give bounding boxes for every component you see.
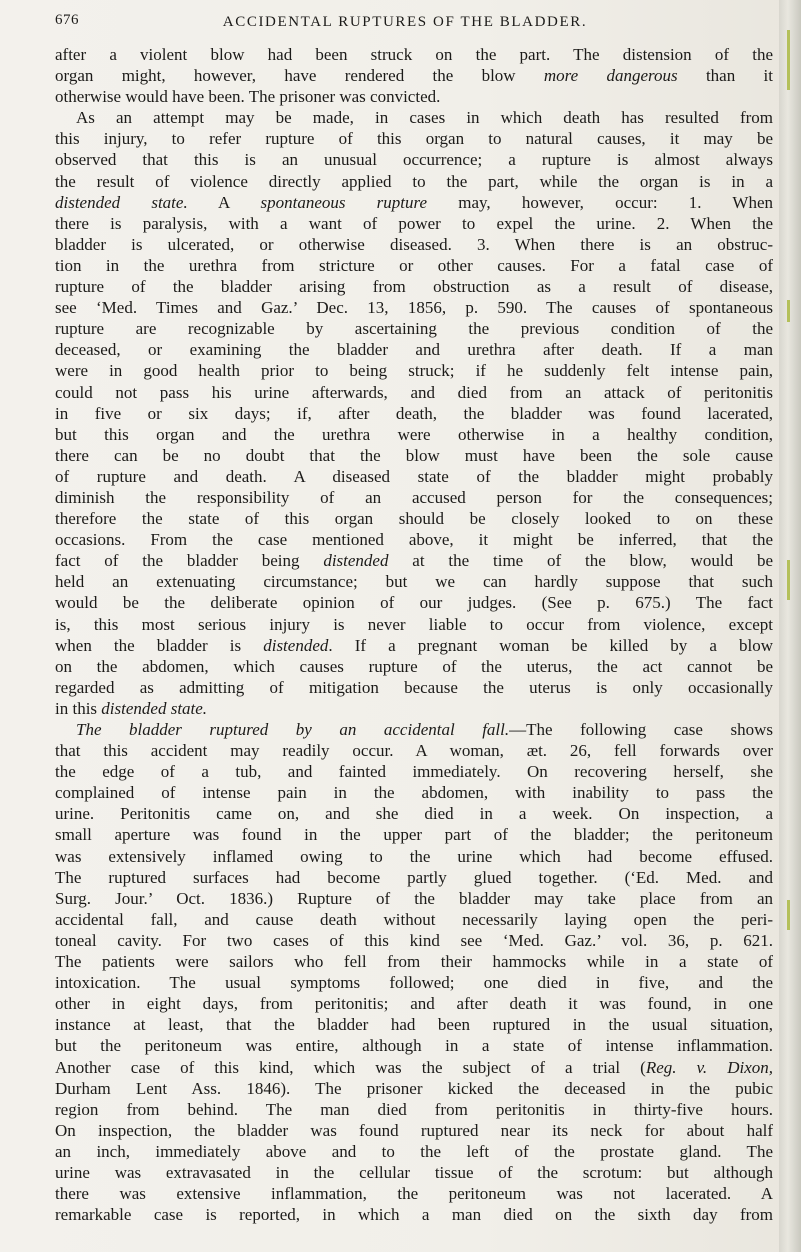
text-line: was extensively inflamed owing to the urine which had become effused. (55, 846, 773, 866)
text-line: there was extensive inflammation, the peritoneum was not lacerated. A (55, 1184, 773, 1204)
text-line: toneal cavity. For two cases of this kind see ‘Med. Gaz.’ vol. 36, p. 621. (55, 930, 773, 950)
text-line: organ might, however, have rendered the blow more dangerous than it (55, 66, 773, 86)
text-line: otherwise would have been. The prisoner was convicted. (55, 87, 441, 107)
text-line: of rupture and death. A diseased state of the bladder might probably (55, 466, 773, 486)
text-line: rupture are recognizable by ascertaining the previous condition of the (55, 319, 773, 339)
text-line: other in eight days, from peritonitis; and after death it was found, in one (55, 994, 773, 1014)
text-line: intoxication. The usual symptoms followed; one died in five, and the (55, 973, 773, 993)
book-edge (779, 0, 801, 1252)
text-line: The ruptured surfaces had become partly glued together. (‘Ed. Med. and (55, 867, 773, 887)
text-line: complained of intense pain in the abdomen, with inability to pass the (55, 783, 773, 803)
text-line: an inch, immediately above and to the left of the prostate gland. The (55, 1141, 773, 1161)
paragraph (55, 107, 773, 719)
text-line: On inspection, the bladder was found ruptured near its neck for about half (55, 1120, 773, 1140)
text-line: distended state. A spontaneous rupture may, however, occur: 1. When (55, 192, 773, 212)
text-line: The bladder ruptured by an accidental fall.—The following case shows (76, 720, 773, 739)
text-line: bladder is ulcerated, or otherwise diseased. 3. When there is an obstruc- (55, 234, 773, 254)
text-line: is, this most serious injury is never liable to occur from violence, except (55, 614, 773, 634)
paragraph (55, 719, 773, 1225)
text-line: therefore the state of this organ should be closely looked to on these (55, 509, 773, 529)
text-line: small aperture was found in the upper part of the bladder; the peritoneum (55, 825, 773, 845)
text-line: occasions. From the case mentioned above, it might be inferred, that the (55, 530, 773, 550)
paragraph (55, 44, 773, 107)
text-line: tion in the urethra from stricture or other causes. For a fatal case of (55, 255, 773, 275)
text-line: remarkable case is reported, in which a man died on the sixth day from (55, 1205, 773, 1225)
text-line: diminish the responsibility of an accused person for the consequences; (55, 487, 773, 507)
text-line: instance at least, that the bladder had been ruptured in the usual situation, (55, 1015, 773, 1035)
text-line: urine was extravasated in the cellular tissue of the scrotum: but although (55, 1162, 773, 1182)
text-line: region from behind. The man died from peritonitis in thirty-five hours. (55, 1099, 773, 1119)
text-line: Another case of this kind, which was the subject of a trial (Reg. v. Dixon, (55, 1057, 773, 1077)
text-line: would be the deliberate opinion of our judges. (See p. 675.) The fact (55, 593, 773, 613)
text-line: but this organ and the urethra were otherwise in a healthy condition, (55, 424, 773, 444)
text-line: in five or six days; if, after death, the bladder was found lacerated, (55, 403, 773, 423)
text-line: in this distended state. (55, 698, 208, 718)
text-line: after a violent blow had been struck on the part. The distension of the (55, 45, 773, 64)
text-line: regarded as admitting of mitigation because the uterus is only occasionally (55, 677, 773, 697)
text-line: could not pass his urine afterwards, and died from an attack of peritonitis (55, 382, 773, 402)
text-line: accidental fall, and cause death without necessarily laying open the peri- (55, 909, 773, 929)
text-line: As an attempt may be made, in cases in which death has resulted from (76, 108, 773, 128)
text-line: urine. Peritonitis came on, and she died in a week. On inspection, a (55, 804, 773, 824)
text-line: that this accident may readily occur. A woman, æt. 26, fell forwards over (55, 741, 773, 761)
text-line: when the bladder is distended. If a pregnant woman be killed by a blow (55, 635, 773, 655)
text-line: there can be no doubt that the blow must have been the sole cause (55, 445, 773, 465)
text-line: the result of violence directly applied to the part, while the organ is in a (55, 171, 773, 191)
text-line: but the peritoneum was entire, although in a state of intense inflammation. (55, 1036, 773, 1056)
running-title: ACCIDENTAL RUPTURES OF THE BLADDER. (222, 14, 588, 30)
text-line: fact of the bladder being distended at the time of the blow, would be (55, 551, 773, 571)
text-line: deceased, or examining the bladder and urethra after death. If a man (55, 340, 773, 360)
text-line: the edge of a tub, and fainted immediately. On recovering herself, she (55, 762, 773, 782)
text-line: see ‘Med. Times and Gaz.’ Dec. 13, 1856, p. 590. The causes of spontaneous (55, 298, 773, 318)
text-line: rupture of the bladder arising from obstruction as a result of disease, (55, 277, 773, 297)
text-line: held an extenuating circumstance; but we can hardly suppose that such (55, 572, 773, 592)
text-line: Durham Lent Ass. 1846). The prisoner kicked the deceased in the pubic (55, 1078, 773, 1098)
text-line: observed that this is an unusual occurrence; a rupture is almost always (55, 150, 773, 170)
text-line: were in good health prior to being struck; if he suddenly felt intense pain, (55, 361, 773, 381)
text-line: this injury, to refer rupture of this organ to natural causes, it may be (55, 129, 773, 149)
page-number: 676 (55, 12, 79, 28)
body-text (55, 44, 773, 1225)
text-line: there is paralysis, with a want of power to expel the urine. 2. When the (55, 213, 773, 233)
text-line: Surg. Jour.’ Oct. 1836.) Rupture of the bladder may take place from an (55, 888, 773, 908)
text-line: The patients were sailors who fell from their hammocks while in a state of (55, 952, 773, 972)
page-header (55, 12, 755, 34)
text-line: on the abdomen, which causes rupture of the uterus, the act cannot be (55, 656, 773, 676)
